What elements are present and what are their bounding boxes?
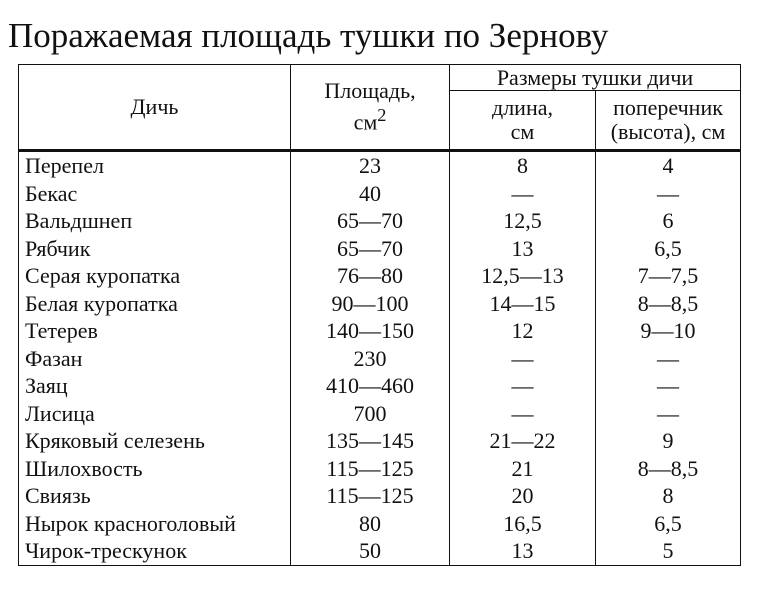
table-row — [19, 482, 741, 510]
header-length-unit: см — [510, 119, 535, 144]
cell-length: 14—15 — [450, 290, 596, 318]
cell-width: 8—8,5 — [596, 290, 741, 318]
cell-game-name: Нырок красноголовый — [19, 510, 291, 538]
table-row — [19, 400, 741, 428]
cell-game-name: Перепел — [19, 151, 291, 180]
cell-length: 21—22 — [450, 427, 596, 455]
cell-area: 135—145 — [291, 427, 450, 455]
cell-game-name: Белая куропатка — [19, 290, 291, 318]
table-row — [19, 290, 741, 318]
cell-length: — — [450, 400, 596, 428]
cell-area: 410—460 — [291, 372, 450, 400]
cell-length: 8 — [450, 151, 596, 180]
cell-area: 40 — [291, 180, 450, 208]
header-area-unit-line — [291, 103, 449, 134]
cell-width: 9 — [596, 427, 741, 455]
table-row — [19, 427, 741, 455]
cell-area: 23 — [291, 151, 450, 180]
cell-game-name: Заяц — [19, 372, 291, 400]
cell-length: 20 — [450, 482, 596, 510]
table-header — [19, 65, 741, 151]
cell-game-name: Тетерев — [19, 317, 291, 345]
cell-width: 8—8,5 — [596, 455, 741, 483]
cell-game-name: Лисица — [19, 400, 291, 428]
cell-length: — — [450, 180, 596, 208]
header-width-label: поперечник — [613, 95, 723, 120]
cell-area: 65—70 — [291, 207, 450, 235]
header-area-unit-exponent: 2 — [377, 105, 387, 126]
game-table — [18, 64, 741, 566]
cell-game-name: Свиязь — [19, 482, 291, 510]
table-row — [19, 180, 741, 208]
cell-width: 7—7,5 — [596, 262, 741, 290]
cell-width: — — [596, 372, 741, 400]
header-area-label: Площадь, — [324, 78, 416, 104]
cell-area: 50 — [291, 537, 450, 565]
cell-area: 140—150 — [291, 317, 450, 345]
cell-length: 21 — [450, 455, 596, 483]
cell-width: 5 — [596, 537, 741, 565]
cell-width: 4 — [596, 151, 741, 180]
cell-area: 65—70 — [291, 235, 450, 263]
cell-game-name: Кряковый селезень — [19, 427, 291, 455]
header-width-unit: (высота), см — [610, 119, 726, 144]
cell-game-name: Чирок-трескунок — [19, 537, 291, 565]
cell-area: 115—125 — [291, 455, 450, 483]
table-row — [19, 207, 741, 235]
cell-width: 9—10 — [596, 317, 741, 345]
cell-width: 6 — [596, 207, 741, 235]
table-row — [19, 345, 741, 373]
page-title: Поражаемая площадь тушки по Зернову — [8, 16, 609, 55]
cell-width: 8 — [596, 482, 741, 510]
cell-area: 80 — [291, 510, 450, 538]
cell-game-name: Бекас — [19, 180, 291, 208]
cell-length: 16,5 — [450, 510, 596, 538]
header-width — [596, 91, 741, 151]
table-row — [19, 151, 741, 180]
table-body — [19, 151, 741, 566]
cell-width: 6,5 — [596, 235, 741, 263]
header-length-label: длина, — [492, 95, 553, 120]
cell-area: 230 — [291, 345, 450, 373]
cell-length: 12,5 — [450, 207, 596, 235]
cell-game-name: Серая куропатка — [19, 262, 291, 290]
table-row — [19, 235, 741, 263]
cell-game-name: Рябчик — [19, 235, 291, 263]
cell-area: 115—125 — [291, 482, 450, 510]
cell-width: 6,5 — [596, 510, 741, 538]
header-area-unit: см — [353, 109, 378, 135]
cell-width: — — [596, 345, 741, 373]
cell-length: 13 — [450, 537, 596, 565]
table-row — [19, 455, 741, 483]
cell-area: 700 — [291, 400, 450, 428]
cell-length: 12,5—13 — [450, 262, 596, 290]
header-area — [291, 65, 450, 151]
cell-area: 90—100 — [291, 290, 450, 318]
cell-length: 13 — [450, 235, 596, 263]
table-row — [19, 317, 741, 345]
header-game: Дичь — [19, 65, 291, 151]
header-dimensions: Размеры тушки дичи — [450, 65, 741, 91]
cell-game-name: Шилохвость — [19, 455, 291, 483]
cell-length: — — [450, 372, 596, 400]
cell-length: — — [450, 345, 596, 373]
cell-width: — — [596, 180, 741, 208]
cell-area: 76—80 — [291, 262, 450, 290]
header-length — [450, 91, 596, 151]
table-row — [19, 262, 741, 290]
table-row — [19, 372, 741, 400]
cell-game-name: Вальдшнеп — [19, 207, 291, 235]
table-row — [19, 537, 741, 565]
cell-game-name: Фазан — [19, 345, 291, 373]
cell-length: 12 — [450, 317, 596, 345]
cell-width: — — [596, 400, 741, 428]
table-row — [19, 510, 741, 538]
